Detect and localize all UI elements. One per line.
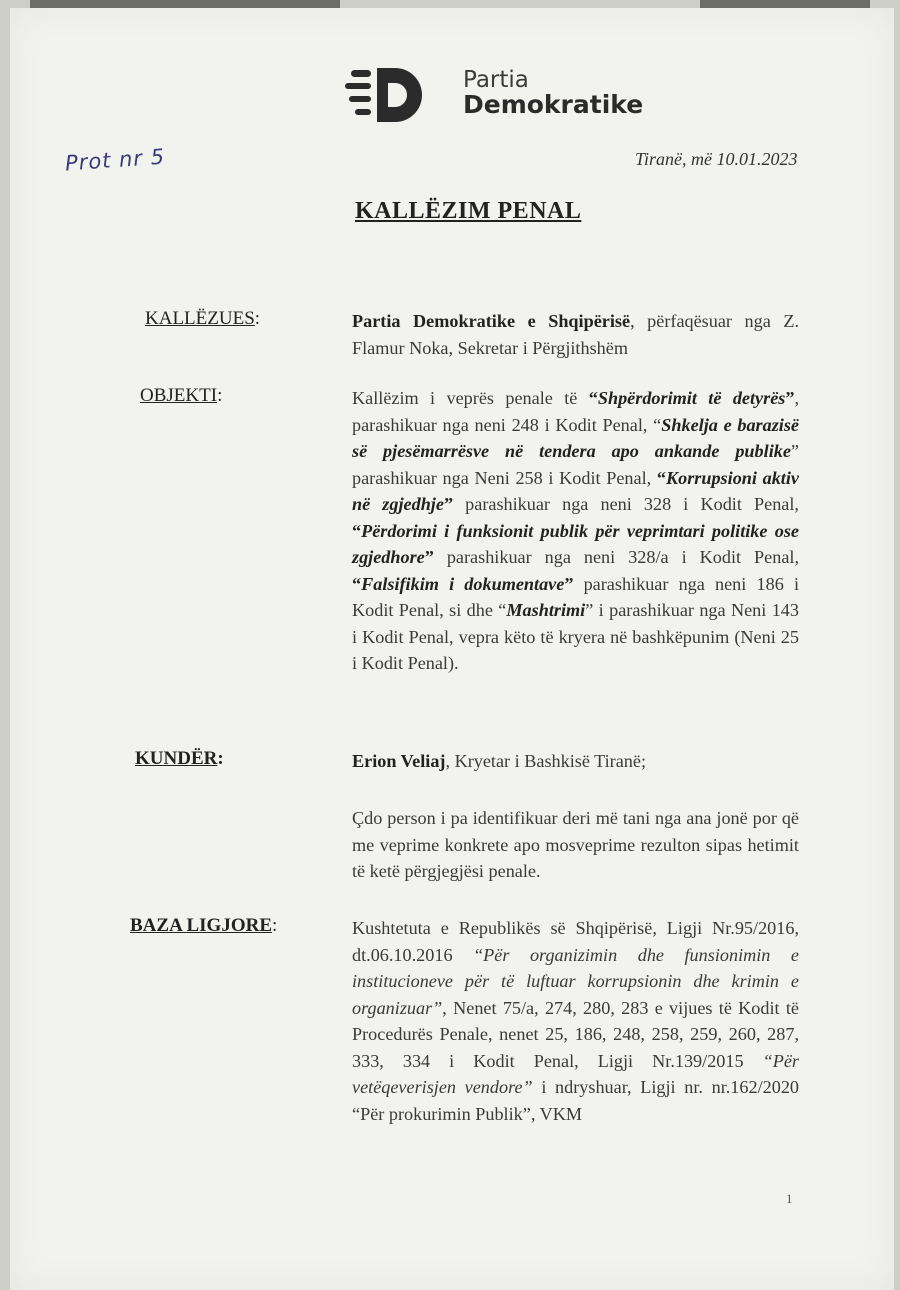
objekti-segment: Falsifikim i dokumentave bbox=[361, 573, 565, 594]
kunder-rest: , Kryetar i Bashkisë Tiranë; bbox=[445, 751, 647, 771]
objekti-segment: Mashtrimi bbox=[506, 600, 586, 620]
label-kunder: KUNDËR: bbox=[135, 748, 224, 769]
objekti-segment: Shpërdorimit të detyrës bbox=[597, 388, 786, 408]
logo-line-demokratike: Demokratike bbox=[463, 90, 644, 120]
logo-line-partia: Partia bbox=[463, 67, 529, 93]
baza-segment: “Për vetëqeverisjen vendore” bbox=[352, 1050, 799, 1097]
kallezues-name: Partia Demokratike e Shqipërisë bbox=[352, 311, 631, 331]
label-kallezues: KALLËZUES: bbox=[145, 308, 261, 329]
label-objekti-text: OBJEKTI bbox=[140, 385, 218, 406]
objekti-segment: “ bbox=[656, 467, 666, 488]
document-title: KALLËZIM PENAL bbox=[355, 198, 582, 224]
label-kunder-text: KUNDËR bbox=[135, 748, 218, 769]
party-logo-icon bbox=[345, 60, 435, 130]
baza-segment: i ndryshuar, Ligji nr. nr.162/2020 “Për prokurimin Publik”, VKM bbox=[352, 1077, 800, 1124]
document-date: Tiranë, më 10.01.2023 bbox=[635, 149, 798, 169]
objekti-segment: ” bbox=[564, 573, 574, 594]
label-baza-ligjore-text: BAZA LIGJORE bbox=[130, 915, 273, 936]
objekti-segment: “ bbox=[352, 573, 362, 594]
label-baza-ligjore: BAZA LIGJORE: bbox=[130, 915, 278, 936]
baza-segment: Kushtetuta e Republikës së Shqipërisë, Ligji Nr.95/2016, dt.06.10.2016 bbox=[352, 918, 799, 965]
baza-segment: “Për organizimin dhe funsionimin e institucioneve për të luftuar korrupsionin dhe krimin e organizuar” bbox=[352, 944, 799, 1018]
baza-ligjore-text bbox=[352, 915, 799, 1127]
objekti-segment: Shkelja e barazisë së pjesëmarrësve në tendera apo ankande publike bbox=[352, 414, 800, 461]
objekti-segment: ” bbox=[785, 388, 795, 408]
page-number: 1 bbox=[786, 1191, 793, 1206]
party-logo bbox=[345, 66, 665, 136]
kunder-name: Erion Veliaj bbox=[352, 751, 446, 771]
objekti-segment: parashikuar nga neni 186 i Kodit Penal, si dhe “ bbox=[352, 573, 800, 620]
objekti-segment: “ bbox=[588, 388, 598, 408]
kunder-text bbox=[352, 748, 799, 775]
label-kallezues-text: KALLËZUES bbox=[145, 308, 255, 329]
objekti-segment: parashikuar nga neni 328/a i Kodit Penal, bbox=[433, 547, 799, 567]
objekti-text bbox=[352, 385, 799, 677]
objekti-segment: Kallëzim i veprës penale të bbox=[352, 388, 589, 408]
objekti-segment: Përdorimi i funksionit publik për veprimtari politike ose zgjedhore bbox=[352, 520, 799, 567]
objekti-segment: ” bbox=[424, 547, 434, 567]
objekti-segment: ” parashikuar nga Neni 258 i Kodit Penal, bbox=[352, 441, 799, 488]
document-page bbox=[10, 8, 894, 1290]
objekti-segment: , parashikuar nga neni 248 i Kodit Penal, “ bbox=[352, 388, 799, 435]
objekti-segment: ” i parashikuar nga Neni 143 i Kodit Penal, vepra këto të kryera në bashkëpunim (Neni 25 i Kodit Penal). bbox=[352, 600, 799, 673]
objekti-segment: ” bbox=[443, 494, 454, 514]
objekti-segment: Korrupsioni aktiv në zgjedhje bbox=[352, 467, 799, 514]
handwritten-protocol-note: Prot nr 5 bbox=[64, 144, 166, 176]
kallezues-rest: , përfaqësuar nga Z. Flamur Noka, Sekretar i Përgjithshëm bbox=[352, 311, 799, 358]
label-objekti: OBJEKTI: bbox=[140, 385, 223, 406]
kunder-paragraph: Çdo person i pa identifikuar deri më tani nga ana jonë por që me veprime konkrete apo mosveprime rezulton sipas hetimit të ketë përgjegjësi penale. bbox=[352, 808, 799, 881]
objekti-segment: parashikuar nga neni 328 i Kodit Penal, bbox=[453, 494, 799, 514]
baza-segment: , Nenet 75/a, 274, 280, 283 e vijues të Kodit të Procedurës Penale, nenet 25, 186, 248, 258, 259, 260, 287, 333, 334 i Kodit Penal, Ligji Nr.139/2015 bbox=[352, 997, 799, 1071]
kallezues-text bbox=[352, 308, 799, 361]
objekti-segment: “ bbox=[352, 520, 362, 541]
